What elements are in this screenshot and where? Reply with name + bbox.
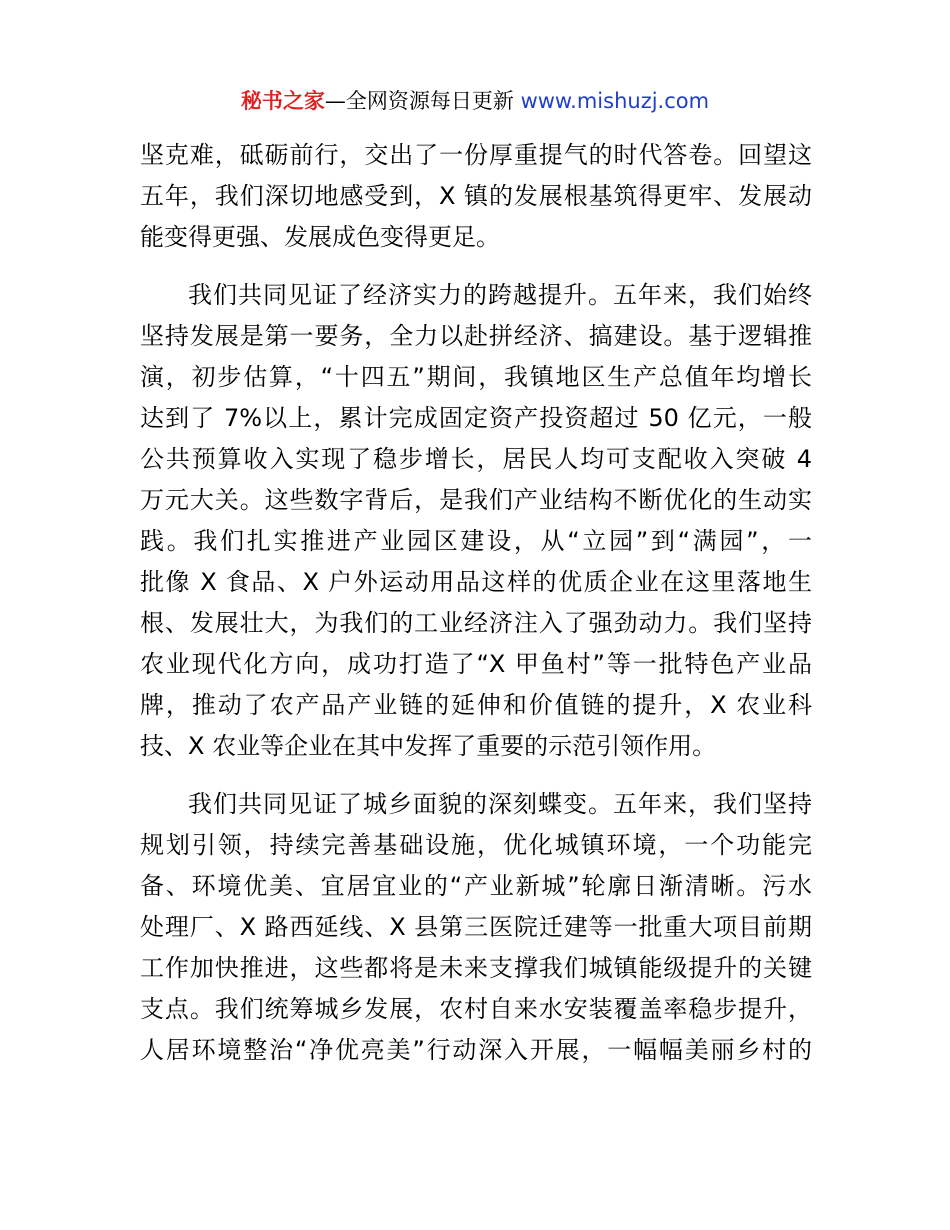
text-line: 根、发展壮大，为我们的工业经济注入了强劲动力。我们坚持 — [140, 609, 812, 637]
site-tagline: —全网资源每日更新 — [324, 89, 514, 113]
text-line: 处理厂、X 路西延线、X 县第三医院迁建等一批重大项目前期 — [140, 913, 812, 941]
text-line: 达到了 7%以上，累计完成固定资产投资超过 50 亿元，一般 — [140, 404, 812, 432]
paragraph — [140, 784, 812, 1071]
text-line: 规划引领，持续完善基础设施，优化城镇环境，一个功能完 — [140, 831, 812, 859]
text-line: 人居环境整治“净优亮美”行动深入开展，一幅幅美丽乡村的 — [140, 1036, 812, 1064]
text-line: 我们共同见证了城乡面貌的深刻蝶变。五年来，我们坚持 — [188, 790, 812, 818]
text-line: 工作加快推进，这些都将是未来支撑我们城镇能级提升的关键 — [140, 954, 812, 982]
paragraph — [140, 135, 812, 258]
text-line: 农业现代化方向，成功打造了“X 甲鱼村”等一批特色产业品 — [140, 650, 812, 678]
text-line: 演，初步估算，“十四五”期间，我镇地区生产总值年均增长 — [140, 363, 812, 391]
text-line: 能变得更强、发展成色变得更足。 — [140, 223, 500, 251]
site-brand: 秘书之家 — [240, 89, 325, 113]
text-line: 五年，我们深切地感受到，X 镇的发展根基筑得更牢、发展动 — [140, 182, 812, 210]
text-line: 牌，推动了农产品产业链的延伸和价值链的提升，X 农业科 — [140, 691, 812, 719]
text-line: 支点。我们统筹城乡发展，农村自来水安装覆盖率稳步提升， — [140, 995, 812, 1023]
text-line: 公共预算收入实现了稳步增长，居民人均可支配收入突破 4 — [140, 445, 812, 473]
text-line: 我们共同见证了经济实力的跨越提升。五年来，我们始终 — [188, 281, 812, 309]
text-line: 坚克难，砥砺前行，交出了一份厚重提气的时代答卷。回望这 — [140, 141, 812, 169]
text-line: 万元大关。这些数字背后，是我们产业结构不断优化的生动实 — [140, 486, 812, 514]
site-url-link[interactable]: www.mishuzj.com — [520, 89, 710, 113]
text-line: 坚持发展是第一要务，全力以赴拼经济、搞建设。基于逻辑推 — [140, 322, 812, 350]
text-line: 备、环境优美、宜居宜业的“产业新城”轮廓日渐清晰。污水 — [140, 872, 812, 900]
document-body — [140, 135, 812, 1071]
paragraph — [140, 275, 812, 767]
text-line: 践。我们扎实推进产业园区建设，从“立园”到“满园”，一 — [140, 527, 812, 555]
text-line: 技、X 农业等企业在其中发挥了重要的示范引领作用。 — [140, 732, 717, 760]
text-line: 批像 X 食品、X 户外运动用品这样的优质企业在这里落地生 — [140, 568, 812, 596]
site-header — [0, 86, 950, 116]
